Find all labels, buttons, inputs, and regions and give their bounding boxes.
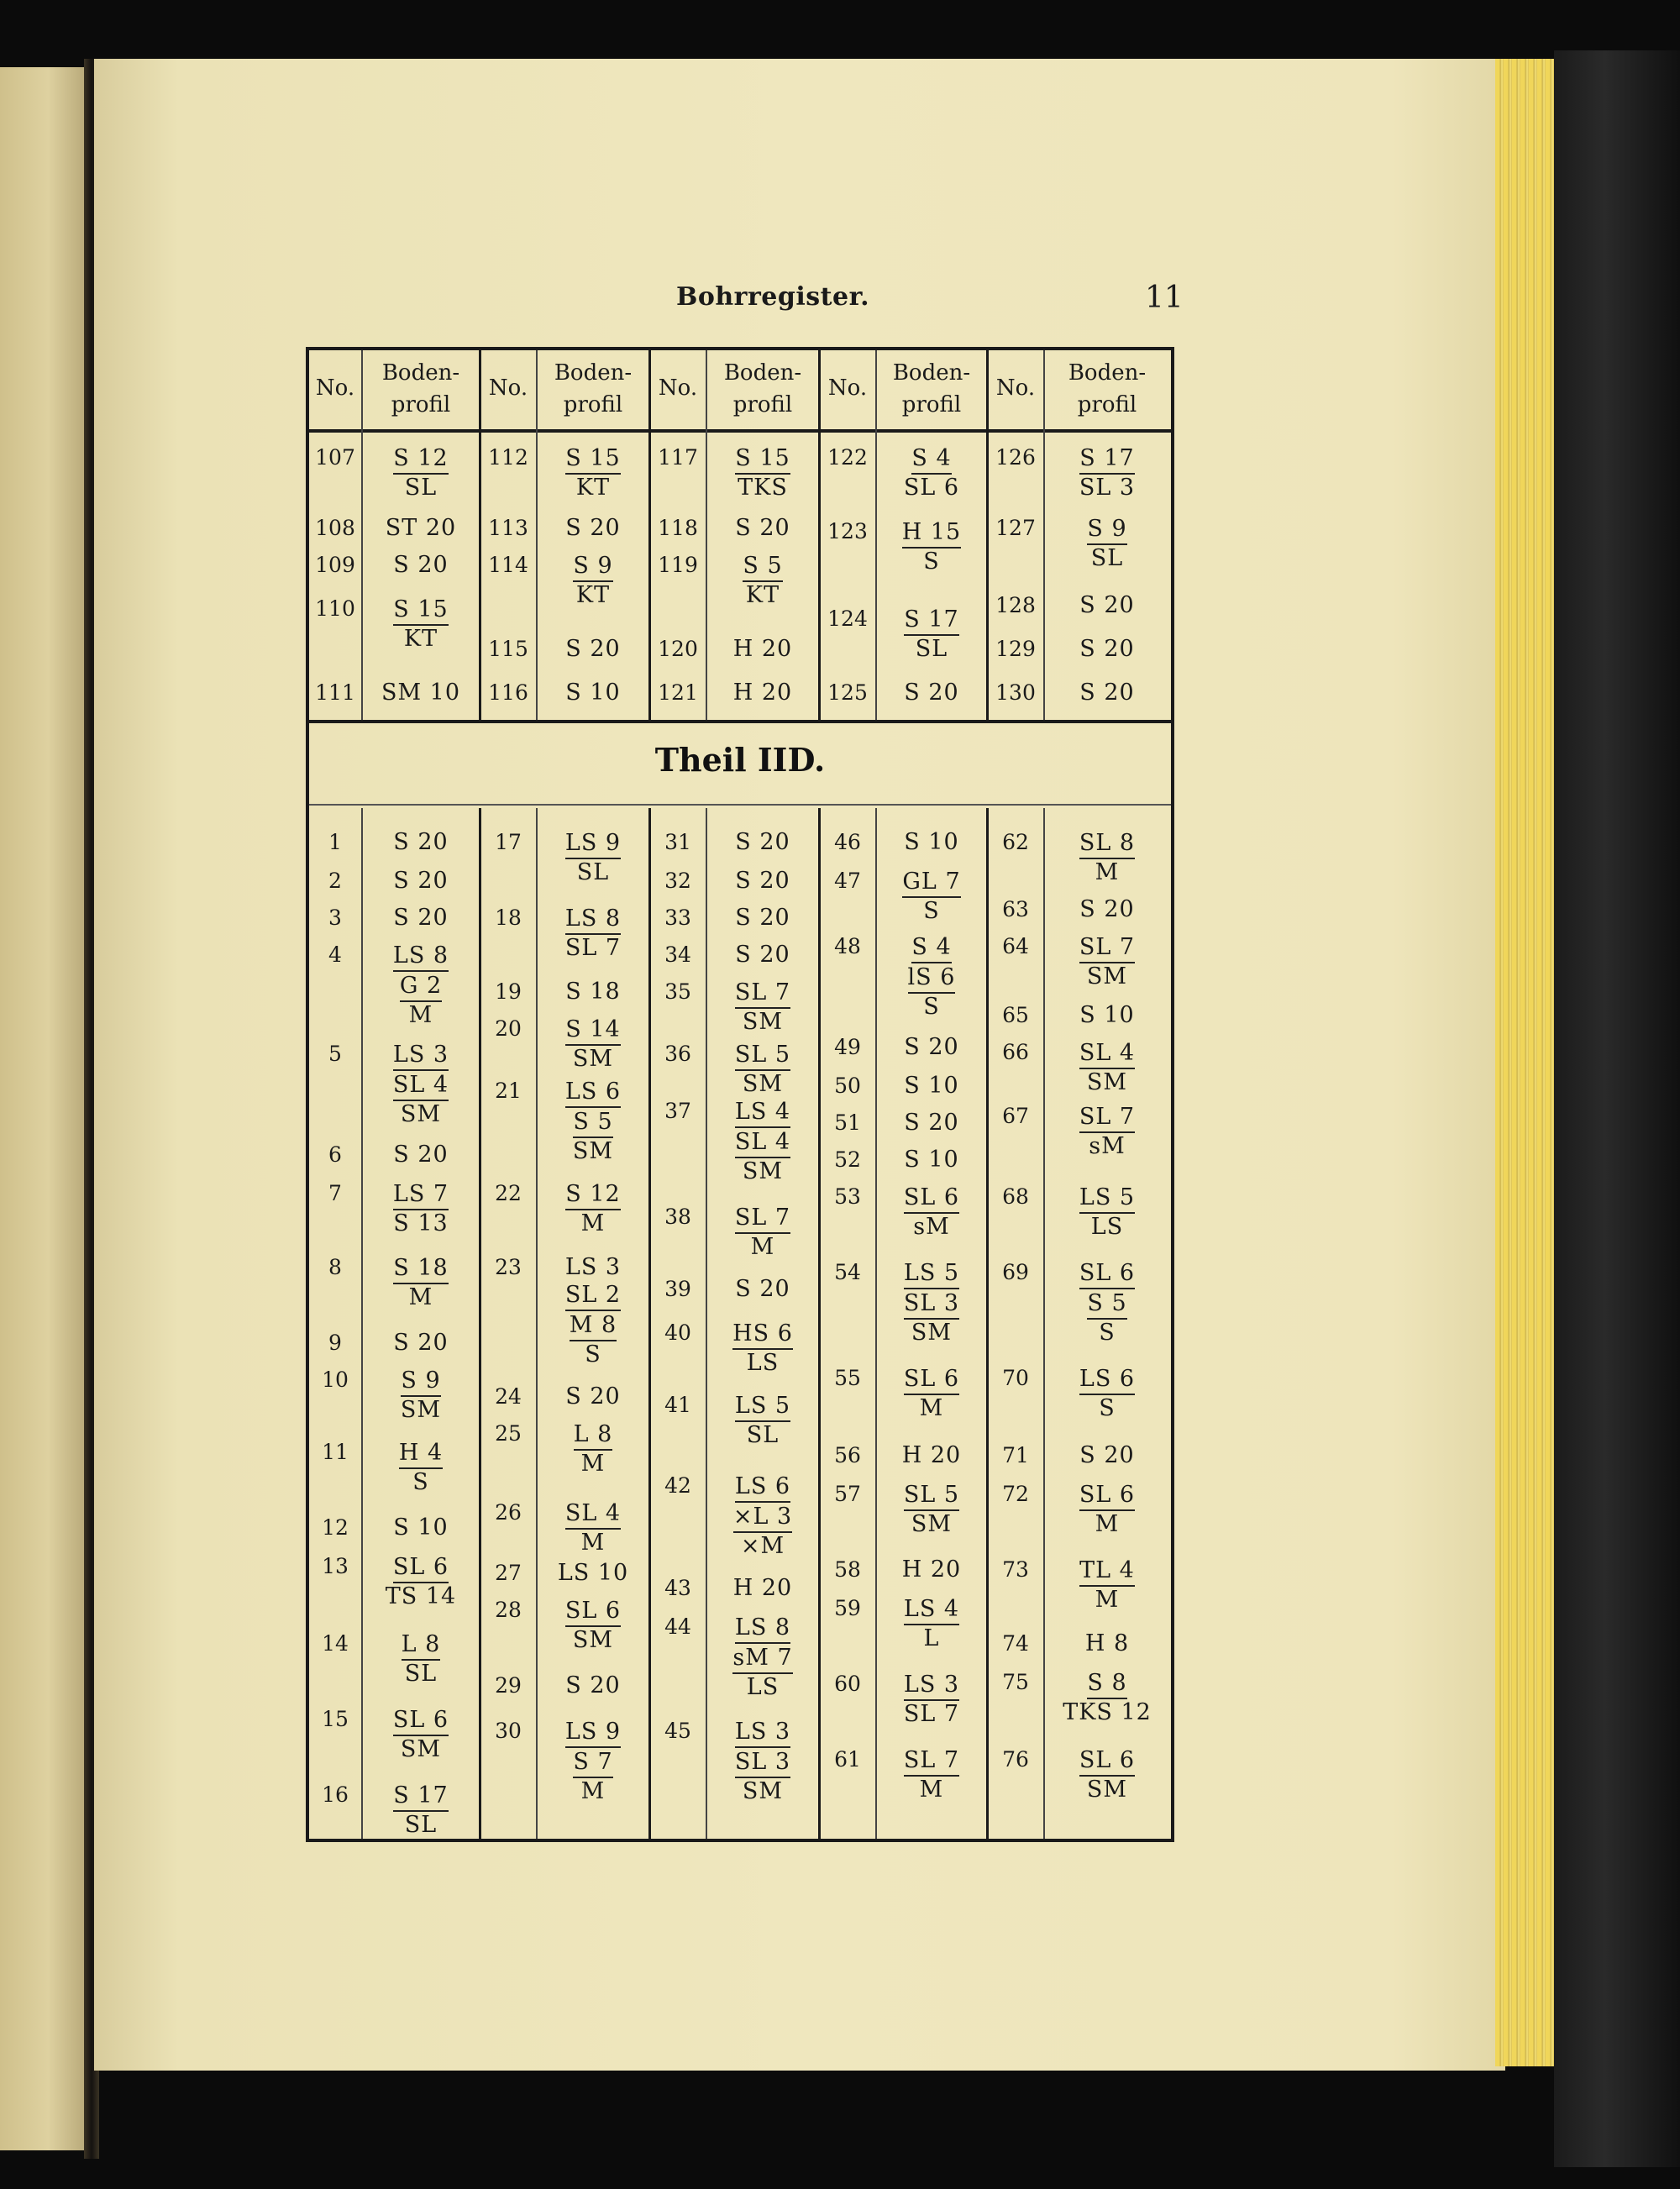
page-number: 11 bbox=[1145, 281, 1184, 315]
soil-profile: S 20 bbox=[735, 905, 790, 931]
entry-number: 126 bbox=[995, 445, 1036, 470]
entry-number: 19 bbox=[495, 979, 522, 1004]
entry-number: 32 bbox=[664, 869, 691, 893]
entry-number: 21 bbox=[495, 1079, 522, 1103]
soil-profile: H 20 bbox=[901, 1442, 962, 1468]
entry-number: 64 bbox=[1002, 934, 1029, 958]
soil-profile: SL 7 SM bbox=[1079, 934, 1136, 990]
entry-number: 52 bbox=[834, 1147, 861, 1172]
soil-profile: H 20 bbox=[901, 1556, 962, 1583]
entry-number: 75 bbox=[1002, 1670, 1029, 1694]
soil-profile: S 20 bbox=[393, 868, 449, 894]
entry-number: 76 bbox=[1002, 1747, 1029, 1772]
soil-profile: S 9 KT bbox=[573, 553, 613, 608]
soil-profile: LS 5 LS bbox=[1079, 1184, 1136, 1240]
soil-profile: S 20 bbox=[735, 515, 790, 541]
soil-profile: ST 20 bbox=[385, 515, 457, 541]
entry-number: 63 bbox=[1002, 897, 1029, 921]
soil-profile: S 10 bbox=[1079, 1002, 1135, 1028]
soil-profile: S 20 bbox=[735, 829, 790, 855]
soil-profile: S 20 bbox=[565, 1383, 621, 1409]
entry-number: 27 bbox=[495, 1561, 522, 1585]
soil-profile: H 20 bbox=[732, 680, 793, 706]
soil-profile: S 20 bbox=[735, 868, 790, 894]
header-no: No. bbox=[995, 375, 1036, 401]
soil-profile: S 20 bbox=[393, 905, 449, 931]
entry-number: 22 bbox=[495, 1181, 522, 1205]
soil-profile: H 15 S bbox=[901, 519, 962, 575]
section-title: Theil IID. bbox=[654, 741, 826, 779]
soil-profile: SL 4 SM bbox=[1079, 1040, 1136, 1095]
entry-number: 10 bbox=[322, 1367, 349, 1392]
soil-profile: S 20 bbox=[904, 680, 959, 706]
entry-number: 127 bbox=[995, 516, 1036, 540]
entry-number: 122 bbox=[827, 445, 868, 470]
entry-number: 123 bbox=[827, 519, 868, 543]
soil-profile: S 18 bbox=[565, 979, 621, 1005]
entry-number: 36 bbox=[664, 1042, 691, 1066]
soil-profile: H 20 bbox=[732, 1575, 793, 1601]
soil-profile: LS 6 S bbox=[1079, 1366, 1136, 1421]
entry-number: 119 bbox=[658, 553, 698, 577]
entry-number: 30 bbox=[495, 1719, 522, 1743]
soil-profile: LS 5 SL 3 SM bbox=[903, 1260, 960, 1346]
entry-number: 61 bbox=[834, 1747, 861, 1772]
soil-profile: H 4 S bbox=[398, 1440, 444, 1495]
soil-profile: GL 7 S bbox=[902, 869, 961, 924]
running-head: Bohrregister. bbox=[676, 282, 870, 312]
soil-profile: H 8 bbox=[1084, 1630, 1130, 1656]
soil-profile: LS 3 SL 3 SM bbox=[734, 1719, 791, 1804]
soil-profile: S 10 bbox=[565, 680, 621, 706]
soil-profile: S 9 SL bbox=[1087, 516, 1127, 571]
soil-profile: SL 4 M bbox=[564, 1500, 622, 1556]
entry-number: 115 bbox=[488, 637, 528, 661]
entry-number: 35 bbox=[664, 979, 691, 1004]
entry-number: 62 bbox=[1002, 830, 1029, 854]
section-rule-bottom bbox=[309, 804, 1171, 806]
soil-profile: LS 6 ×L 3 ×M bbox=[732, 1473, 793, 1559]
entry-number: 130 bbox=[995, 680, 1036, 705]
entry-number: 69 bbox=[1002, 1260, 1029, 1284]
soil-profile: LS 4 L bbox=[903, 1596, 960, 1651]
entry-number: 129 bbox=[995, 637, 1036, 661]
soil-profile: S 15 KT bbox=[393, 596, 449, 652]
entry-number: 12 bbox=[322, 1515, 349, 1540]
soil-profile: S 20 bbox=[393, 1142, 449, 1168]
entry-number: 51 bbox=[834, 1110, 861, 1135]
entry-number: 114 bbox=[488, 553, 528, 577]
entry-number: 13 bbox=[322, 1554, 349, 1578]
entry-number: 113 bbox=[488, 516, 528, 540]
entry-number: 124 bbox=[827, 606, 868, 631]
soil-profile: LS 3 SL 7 bbox=[903, 1672, 960, 1727]
entry-number: 5 bbox=[328, 1042, 342, 1066]
header-profile: Boden- profil bbox=[381, 360, 460, 417]
soil-profile: SL 6 M bbox=[1079, 1482, 1136, 1537]
entry-number: 31 bbox=[664, 830, 691, 854]
soil-profile: S 17 SL bbox=[393, 1782, 449, 1838]
entry-number: 3 bbox=[328, 906, 342, 930]
entry-number: 47 bbox=[834, 869, 861, 893]
entry-number: 66 bbox=[1002, 1040, 1029, 1064]
soil-profile: S 10 bbox=[393, 1514, 449, 1541]
entry-number: 46 bbox=[834, 830, 861, 854]
soil-profile: S 15 TKS bbox=[735, 445, 790, 501]
entry-number: 49 bbox=[834, 1035, 861, 1059]
entry-number: 73 bbox=[1002, 1557, 1029, 1582]
soil-profile: SL 7 sM bbox=[1079, 1104, 1136, 1159]
header-no: No. bbox=[488, 375, 528, 401]
soil-profile: S 8 TKS 12 bbox=[1063, 1670, 1152, 1725]
soil-profile: S 20 bbox=[393, 1330, 449, 1356]
soil-profile: S 17 SL bbox=[904, 606, 959, 662]
soil-profile: S 10 bbox=[904, 829, 959, 855]
soil-profile: SL 7 M bbox=[903, 1747, 960, 1803]
entry-number: 118 bbox=[658, 516, 698, 540]
soil-profile: S 10 bbox=[904, 1147, 959, 1173]
soil-profile: S 20 bbox=[1079, 896, 1135, 922]
soil-profile: S 4 SL 6 bbox=[903, 445, 960, 501]
entry-number: 55 bbox=[834, 1366, 861, 1390]
soil-profile: SL 6 TS 14 bbox=[385, 1554, 457, 1609]
header-rule bbox=[309, 429, 1171, 433]
entry-number: 72 bbox=[1002, 1482, 1029, 1506]
soil-profile: S 18 M bbox=[393, 1255, 449, 1310]
soil-profile: LS 8 G 2 M bbox=[392, 942, 449, 1028]
soil-profile: S 20 bbox=[904, 1110, 959, 1136]
soil-profile: SM 10 bbox=[381, 680, 461, 706]
entry-number: 42 bbox=[664, 1473, 691, 1498]
entry-number: 28 bbox=[495, 1598, 522, 1622]
entry-number: 26 bbox=[495, 1500, 522, 1525]
soil-profile: S 20 bbox=[1079, 592, 1135, 618]
entry-number: 68 bbox=[1002, 1184, 1029, 1209]
entry-number: 53 bbox=[834, 1184, 861, 1209]
soil-profile: SL 8 M bbox=[1079, 830, 1136, 885]
soil-profile: S 4 lS 6 S bbox=[907, 934, 956, 1020]
soil-profile: SL 6 SM bbox=[1079, 1747, 1136, 1803]
soil-profile: LS 6 S 5 SM bbox=[564, 1079, 622, 1164]
entry-number: 41 bbox=[664, 1393, 691, 1417]
entry-number: 20 bbox=[495, 1016, 522, 1041]
entry-number: 38 bbox=[664, 1205, 691, 1229]
entry-number: 33 bbox=[664, 906, 691, 930]
header-profile: Boden- profil bbox=[892, 360, 971, 417]
header-no: No. bbox=[315, 375, 355, 401]
entry-number: 1 bbox=[328, 830, 342, 854]
entry-number: 120 bbox=[658, 637, 698, 661]
soil-profile: LS 3 SL 4 SM bbox=[392, 1042, 449, 1127]
entry-number: 11 bbox=[322, 1440, 349, 1464]
soil-profile: S 12 SL bbox=[393, 445, 449, 501]
entry-number: 60 bbox=[834, 1672, 861, 1696]
entry-number: 56 bbox=[834, 1443, 861, 1467]
soil-profile: SL 6 SM bbox=[392, 1707, 449, 1762]
entry-number: 112 bbox=[488, 445, 528, 470]
entry-number: 67 bbox=[1002, 1104, 1029, 1128]
soil-profile: S 20 bbox=[565, 515, 621, 541]
entry-number: 29 bbox=[495, 1673, 522, 1698]
entry-number: 50 bbox=[834, 1074, 861, 1098]
entry-number: 9 bbox=[328, 1331, 342, 1355]
header-no: No. bbox=[827, 375, 868, 401]
soil-profile: L 8 M bbox=[573, 1421, 613, 1477]
soil-profile: LS 9 SL bbox=[564, 830, 622, 885]
soil-profile: S 20 bbox=[735, 942, 790, 968]
entry-number: 44 bbox=[664, 1614, 691, 1639]
page-edges bbox=[1495, 59, 1554, 2066]
entry-number: 128 bbox=[995, 593, 1036, 617]
entry-number: 109 bbox=[315, 553, 355, 577]
entry-number: 14 bbox=[322, 1631, 349, 1656]
soil-profile: S 12 M bbox=[565, 1181, 621, 1236]
soil-profile: TL 4 M bbox=[1079, 1557, 1135, 1613]
header-profile: Boden- profil bbox=[554, 360, 633, 417]
soil-profile: SL 6 SM bbox=[564, 1598, 622, 1653]
soil-profile: S 20 bbox=[735, 1276, 790, 1302]
soil-profile: LS 3 SL 2 M 8 S bbox=[564, 1254, 622, 1367]
book-cover bbox=[1554, 50, 1680, 2167]
soil-profile: LS 5 SL bbox=[734, 1393, 791, 1448]
soil-profile: LS 8 sM 7 LS bbox=[732, 1614, 793, 1700]
entry-number: 4 bbox=[328, 942, 342, 967]
soil-profile: H 20 bbox=[732, 636, 793, 662]
soil-profile: S 20 bbox=[565, 1672, 621, 1698]
soil-profile: S 20 bbox=[1079, 1442, 1135, 1468]
entry-number: 74 bbox=[1002, 1631, 1029, 1656]
soil-profile: SL 6 sM bbox=[903, 1184, 960, 1240]
soil-profile: SL 6 S 5 S bbox=[1079, 1260, 1136, 1346]
soil-profile: S 20 bbox=[904, 1034, 959, 1060]
soil-profile: SL 5 SM bbox=[734, 1042, 791, 1097]
entry-number: 18 bbox=[495, 906, 522, 930]
entry-number: 23 bbox=[495, 1255, 522, 1279]
left-page-edge bbox=[0, 67, 87, 2150]
entry-number: 43 bbox=[664, 1576, 691, 1600]
soil-profile: S 20 bbox=[1079, 636, 1135, 662]
soil-profile: LS 8 SL 7 bbox=[564, 906, 622, 961]
soil-profile: LS 4 SL 4 SM bbox=[734, 1099, 791, 1184]
entry-number: 71 bbox=[1002, 1443, 1029, 1467]
entry-number: 25 bbox=[495, 1421, 522, 1446]
soil-profile: LS 7 S 13 bbox=[392, 1181, 449, 1236]
entry-number: 8 bbox=[328, 1255, 342, 1279]
entry-number: 40 bbox=[664, 1320, 691, 1345]
soil-profile: HS 6 LS bbox=[732, 1320, 793, 1376]
soil-profile: SL 6 M bbox=[903, 1366, 960, 1421]
header-profile: Boden- profil bbox=[723, 360, 802, 417]
header-no: No. bbox=[658, 375, 698, 401]
entry-number: 48 bbox=[834, 934, 861, 958]
soil-profile: S 17 SL 3 bbox=[1079, 445, 1136, 501]
entry-number: 45 bbox=[664, 1719, 691, 1743]
entry-number: 39 bbox=[664, 1277, 691, 1301]
entry-number: 24 bbox=[495, 1384, 522, 1409]
entry-number: 116 bbox=[488, 680, 528, 705]
entry-number: 15 bbox=[322, 1707, 349, 1731]
entry-number: 108 bbox=[315, 516, 355, 540]
soil-profile: LS 9 S 7 M bbox=[564, 1719, 622, 1804]
entry-number: 110 bbox=[315, 596, 355, 621]
entry-number: 125 bbox=[827, 680, 868, 705]
entry-number: 58 bbox=[834, 1557, 861, 1582]
bore-register-table bbox=[306, 347, 1174, 1842]
entry-number: 16 bbox=[322, 1782, 349, 1807]
entry-number: 65 bbox=[1002, 1003, 1029, 1027]
entry-number: 17 bbox=[495, 830, 522, 854]
soil-profile: S 9 SM bbox=[400, 1367, 442, 1423]
entry-number: 6 bbox=[328, 1142, 342, 1167]
entry-number: 70 bbox=[1002, 1366, 1029, 1390]
entry-number: 59 bbox=[834, 1596, 861, 1620]
entry-number: 37 bbox=[664, 1099, 691, 1123]
entry-number: 111 bbox=[315, 680, 355, 705]
soil-profile: S 20 bbox=[393, 552, 449, 578]
section-rule-top bbox=[309, 720, 1171, 723]
entry-number: 54 bbox=[834, 1260, 861, 1284]
soil-profile: SL 7 M bbox=[734, 1205, 791, 1260]
soil-profile: LS 10 bbox=[557, 1560, 629, 1586]
soil-profile: S 20 bbox=[393, 829, 449, 855]
soil-profile: S 20 bbox=[565, 636, 621, 662]
soil-profile: S 14 SM bbox=[565, 1016, 621, 1072]
soil-profile: S 10 bbox=[904, 1073, 959, 1099]
soil-profile: S 20 bbox=[1079, 680, 1135, 706]
entry-number: 117 bbox=[658, 445, 698, 470]
header-profile: Boden- profil bbox=[1068, 360, 1147, 417]
entry-number: 34 bbox=[664, 942, 691, 967]
entry-number: 2 bbox=[328, 869, 342, 893]
entry-number: 121 bbox=[658, 680, 698, 705]
soil-profile: S 15 KT bbox=[565, 445, 621, 501]
soil-profile: S 5 KT bbox=[743, 553, 783, 608]
entry-number: 107 bbox=[315, 445, 355, 470]
entry-number: 57 bbox=[834, 1482, 861, 1506]
entry-number: 7 bbox=[328, 1181, 342, 1205]
soil-profile: SL 7 SM bbox=[734, 979, 791, 1035]
soil-profile: SL 5 SM bbox=[903, 1482, 960, 1537]
soil-profile: L 8 SL bbox=[401, 1631, 441, 1687]
